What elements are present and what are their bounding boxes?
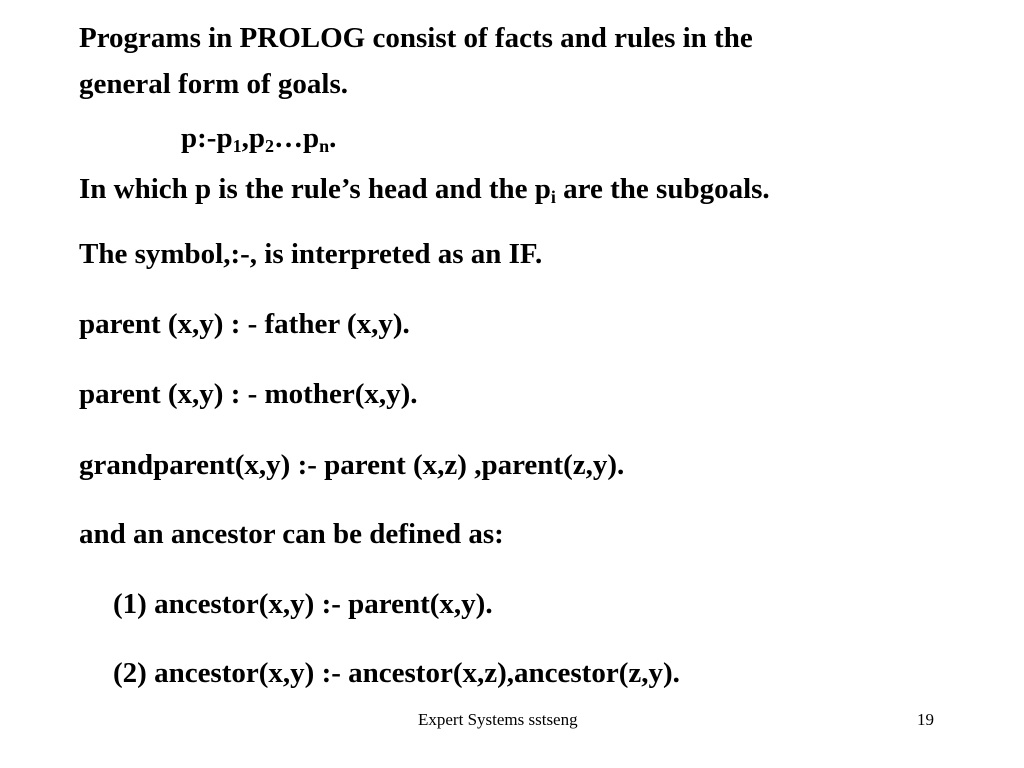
rule-parent-father: parent (x,y) : - father (x,y).: [79, 308, 410, 340]
ancestor-rule-1: (1) ancestor(x,y) :- parent(x,y).: [113, 588, 493, 620]
explanation-after: are the subgoals.: [555, 173, 770, 205]
rule-parent-mother: parent (x,y) : - mother(x,y).: [79, 378, 418, 410]
intro-line-1: Programs in PROLOG consist of facts and rules in the: [79, 22, 753, 54]
ancestor-rule-2: (2) ancestor(x,y) :- ancestor(x,z),ancestor(z,y).: [113, 657, 680, 689]
rule-grandparent: grandparent(x,y) :- parent (x,z) ,parent(z,y).: [79, 449, 625, 481]
explanation-subscript-i: i: [550, 187, 556, 207]
formula-subscript-n: n: [319, 136, 330, 156]
formula-subscript-1: 1: [232, 136, 242, 156]
formula-subscript-2: 2: [264, 136, 274, 156]
rule-formula: [181, 122, 337, 156]
formula-separator-2: …p: [273, 122, 320, 154]
page-number: 19: [917, 710, 934, 729]
formula-prefix: p:-p: [181, 122, 233, 154]
explanation-before: In which p is the rule’s head and the p: [79, 173, 551, 205]
ancestor-intro: and an ancestor can be defined as:: [79, 518, 504, 550]
symbol-line: The symbol,:-, is interpreted as an IF.: [79, 238, 543, 270]
explanation-line: [79, 173, 770, 207]
footer-title: Expert Systems sstseng: [418, 710, 578, 729]
intro-line-2: general form of goals.: [79, 68, 348, 100]
formula-separator-1: ,p: [241, 122, 265, 154]
formula-end: .: [329, 122, 337, 154]
